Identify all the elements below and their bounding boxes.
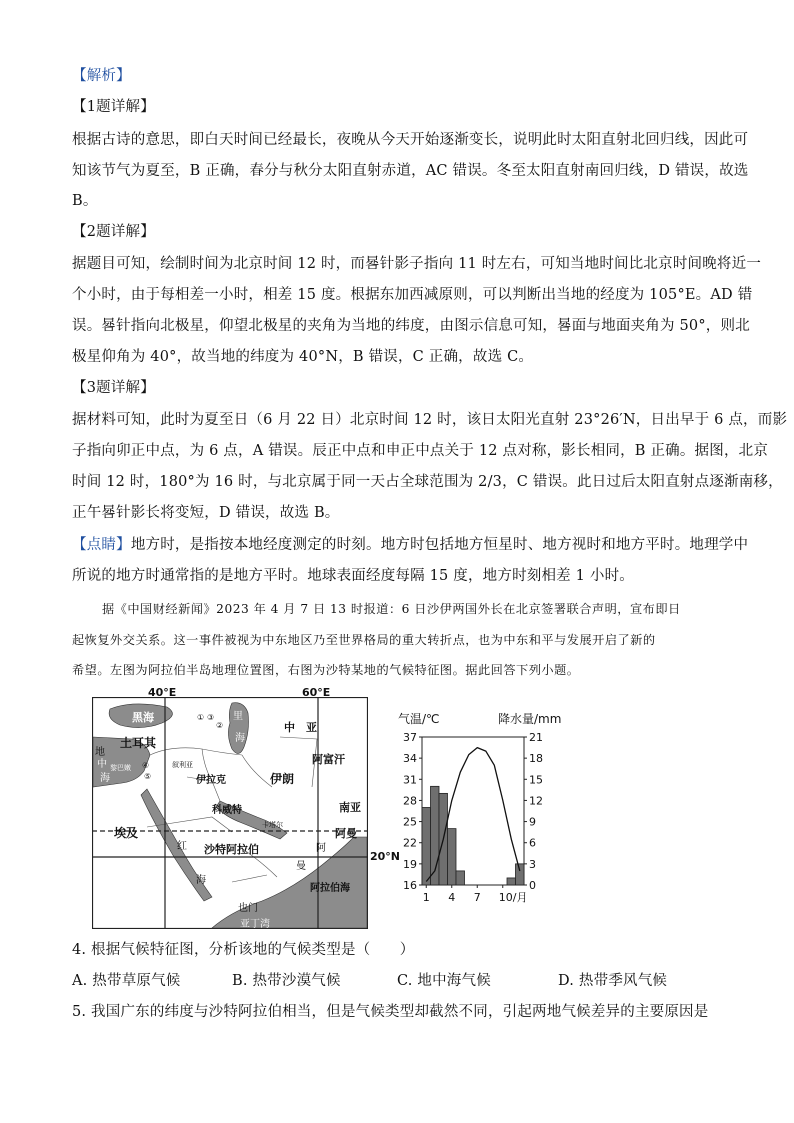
left-tick-label: 16 [403,879,417,892]
right-tick-label: 12 [529,794,543,808]
q3-line-2: 子指向卯正中点，为 6 点，A 错误。辰正中点和申正中点关于 12 点对称，影长相同，B 正确。据图，北京 [72,443,769,459]
right-tick-label: 18 [529,752,543,766]
label-40e: 40°E [148,686,177,699]
label-med-hai: 海 [100,773,110,784]
label-syria: 叙利亚 [172,761,193,769]
dianjing-line-1 [72,535,748,555]
q3-line-1: 据材料可知，此时为夏至日（6 月 22 日）北京时间 12 时，该日太阳光直射 23°26′N，日出早于 6 点，而影 [72,412,788,428]
x-tick-label: 10/月 [498,891,528,904]
q4-option-a[interactable]: A. 热带草原气候 [72,973,181,989]
q1-heading: 【1题详解】 [72,99,155,115]
label-zhong: 中 [97,759,107,770]
arabian-peninsula-map [92,697,368,929]
marker-4: ④ [142,761,150,770]
q2-line-3: 误。晷针指向北极星，仰望北极星的夹角为当地的纬度，由图示信息可知，晷面与地面夹角为 50°，则北 [72,318,750,334]
left-axis-title: 气温/℃ [398,712,440,726]
q2-line-1: 据题目可知，绘制时间为北京时间 12 时，而晷针影子指向 11 时左右，可知当地时间比北京时间晚将近一 [72,256,762,272]
chart-body [403,731,543,904]
label-lebanon: 黎巴嫩 [110,764,131,772]
q4-option-c[interactable]: C. 地中海气候 [397,973,491,989]
q3-line-4: 正午晷针影长将变短，D 错误，故选 B。 [72,505,340,521]
left-tick-label: 34 [403,752,417,766]
q4-option-b[interactable]: B. 热带沙漠气候 [232,973,341,989]
right-tick-label: 15 [529,773,543,787]
q2-line-2: 个小时，由于每相差一小时，相差 15 度。根据东加西减原则，可以判断出当地的经度为 105°E。AD 错 [72,287,753,303]
q3-heading: 【3题详解】 [72,380,155,396]
precip-bar-month-1 [422,807,431,885]
x-tick-label: 1 [422,891,430,904]
material-line-2: 起恢复外交关系。这一事件被视为中东地区乃至世界格局的重大转折点，也为中东和平与发展开启了新的 [72,633,656,647]
label-hong: 红 [177,841,187,852]
q2-heading: 【2题详解】 [72,224,155,240]
label-aden: 亚丁湾 [240,919,270,929]
label-zhongya: 中 亚 [284,721,317,734]
right-axis-title: 降水量/mm [498,712,562,726]
precip-bar-month-11 [507,878,516,885]
left-tick-label: 31 [403,773,417,787]
precip-bar-month-4 [448,829,457,885]
marker-5: ⑤ [144,772,152,781]
right-tick-label: 9 [529,815,536,829]
q5-stem: 5. 我国广东的纬度与沙特阿拉伯相当，但是气候类型却截然不同，引起两地气候差异的主要原因是 [72,1004,709,1020]
dianjing-label: 【点睛】 [72,537,131,553]
figure-area [92,686,592,929]
q2-line-4: 极星仰角为 40°，故当地的纬度为 40°N，B 错误，C 正确，故选 C。 [72,349,534,365]
label-yemen: 也门 [238,903,258,914]
q1-line-2: 知该节气为夏至，B 正确，春分与秋分太阳直射赤道，AC 错误。冬至太阳直射南回归线，D 错误，故选 [72,163,749,179]
dianjing-text-1: 地方时，是指按本地经度测定的时刻。地方时包括地方恒星时、地方视时和地方平时。地理学中 [130,537,749,553]
q1-line-3: B。 [72,193,98,209]
label-israel: 以色列 [114,785,130,791]
label-heihai: 黑海 [132,711,154,724]
label-iran: 伊朗 [270,772,295,786]
left-tick-label: 19 [403,857,417,871]
q4-option-d[interactable]: D. 热带季风气候 [558,973,668,989]
marker-3: ③ [207,713,215,722]
precip-bar-month-12 [516,864,525,885]
x-tick-label: 4 [448,891,456,904]
label-man: 曼 [296,861,306,872]
label-a: 阿 [316,843,326,854]
left-tick-label: 22 [403,836,417,850]
climate-chart [390,707,590,907]
right-tick-label: 6 [529,836,536,850]
right-tick-label: 0 [529,879,536,892]
material-line-1: 据《中国财经新闻》2023 年 4 月 7 日 13 时报道：6 日沙伊两国外长在北京签署联合声明，宣布即日 [102,602,681,616]
label-caspian-hai: 海 [235,733,245,744]
marker-1: ① [197,713,205,722]
label-60e: 60°E [302,686,331,699]
right-tick-label: 3 [529,857,536,871]
label-kuwait: 科威特 [212,805,242,816]
label-afghan: 阿富汗 [312,753,345,766]
analysis-heading: 【解析】 [72,68,131,84]
x-tick-label: 7 [473,891,481,904]
label-20n: 20°N [370,850,401,863]
q3-line-3: 时间 12 时，180°为 16 时，与北京属于同一天占全球范围为 2/3，C 错误。此日过后太阳直射点逐渐南移， [72,474,783,490]
left-tick-label: 28 [403,794,417,808]
label-oman-country: 阿曼 [335,827,357,840]
label-iraq: 伊拉克 [196,775,226,786]
left-tick-label: 37 [403,731,417,744]
precip-bar-month-5 [456,871,465,885]
label-li: 里 [233,711,243,722]
label-egypt: 埃及 [114,826,139,840]
dianjing-line-2: 所说的地方时通常指的是地方平时。地球表面经度每隔 15 度，地方时刻相差 1 小时。 [72,568,635,584]
q1-line-1: 根据古诗的意思，即白天时间已经最长，夜晚从今天开始逐渐变长，说明此时太阳直射北回归线，因此可 [72,132,749,148]
left-tick-label: 25 [403,815,417,829]
label-nanya: 南亚 [339,801,361,814]
label-di: 地 [95,747,105,758]
label-red-hai: 海 [196,875,206,886]
material-line-3: 希望。左图为阿拉伯半岛地理位置图，右图为沙特某地的气候特征图。据此回答下列小题。 [72,663,580,677]
marker-2: ② [216,721,224,730]
label-arabian-sea: 阿拉伯海 [310,883,350,894]
label-saudi: 沙特阿拉伯 [204,843,259,856]
right-tick-label: 21 [529,731,543,744]
label-qatar: 卡塔尔 [262,821,283,829]
label-tuerqi: 土耳其 [120,736,157,750]
q4-stem: 4. 根据气候特征图，分析该地的气候类型是（ ） [72,942,415,958]
